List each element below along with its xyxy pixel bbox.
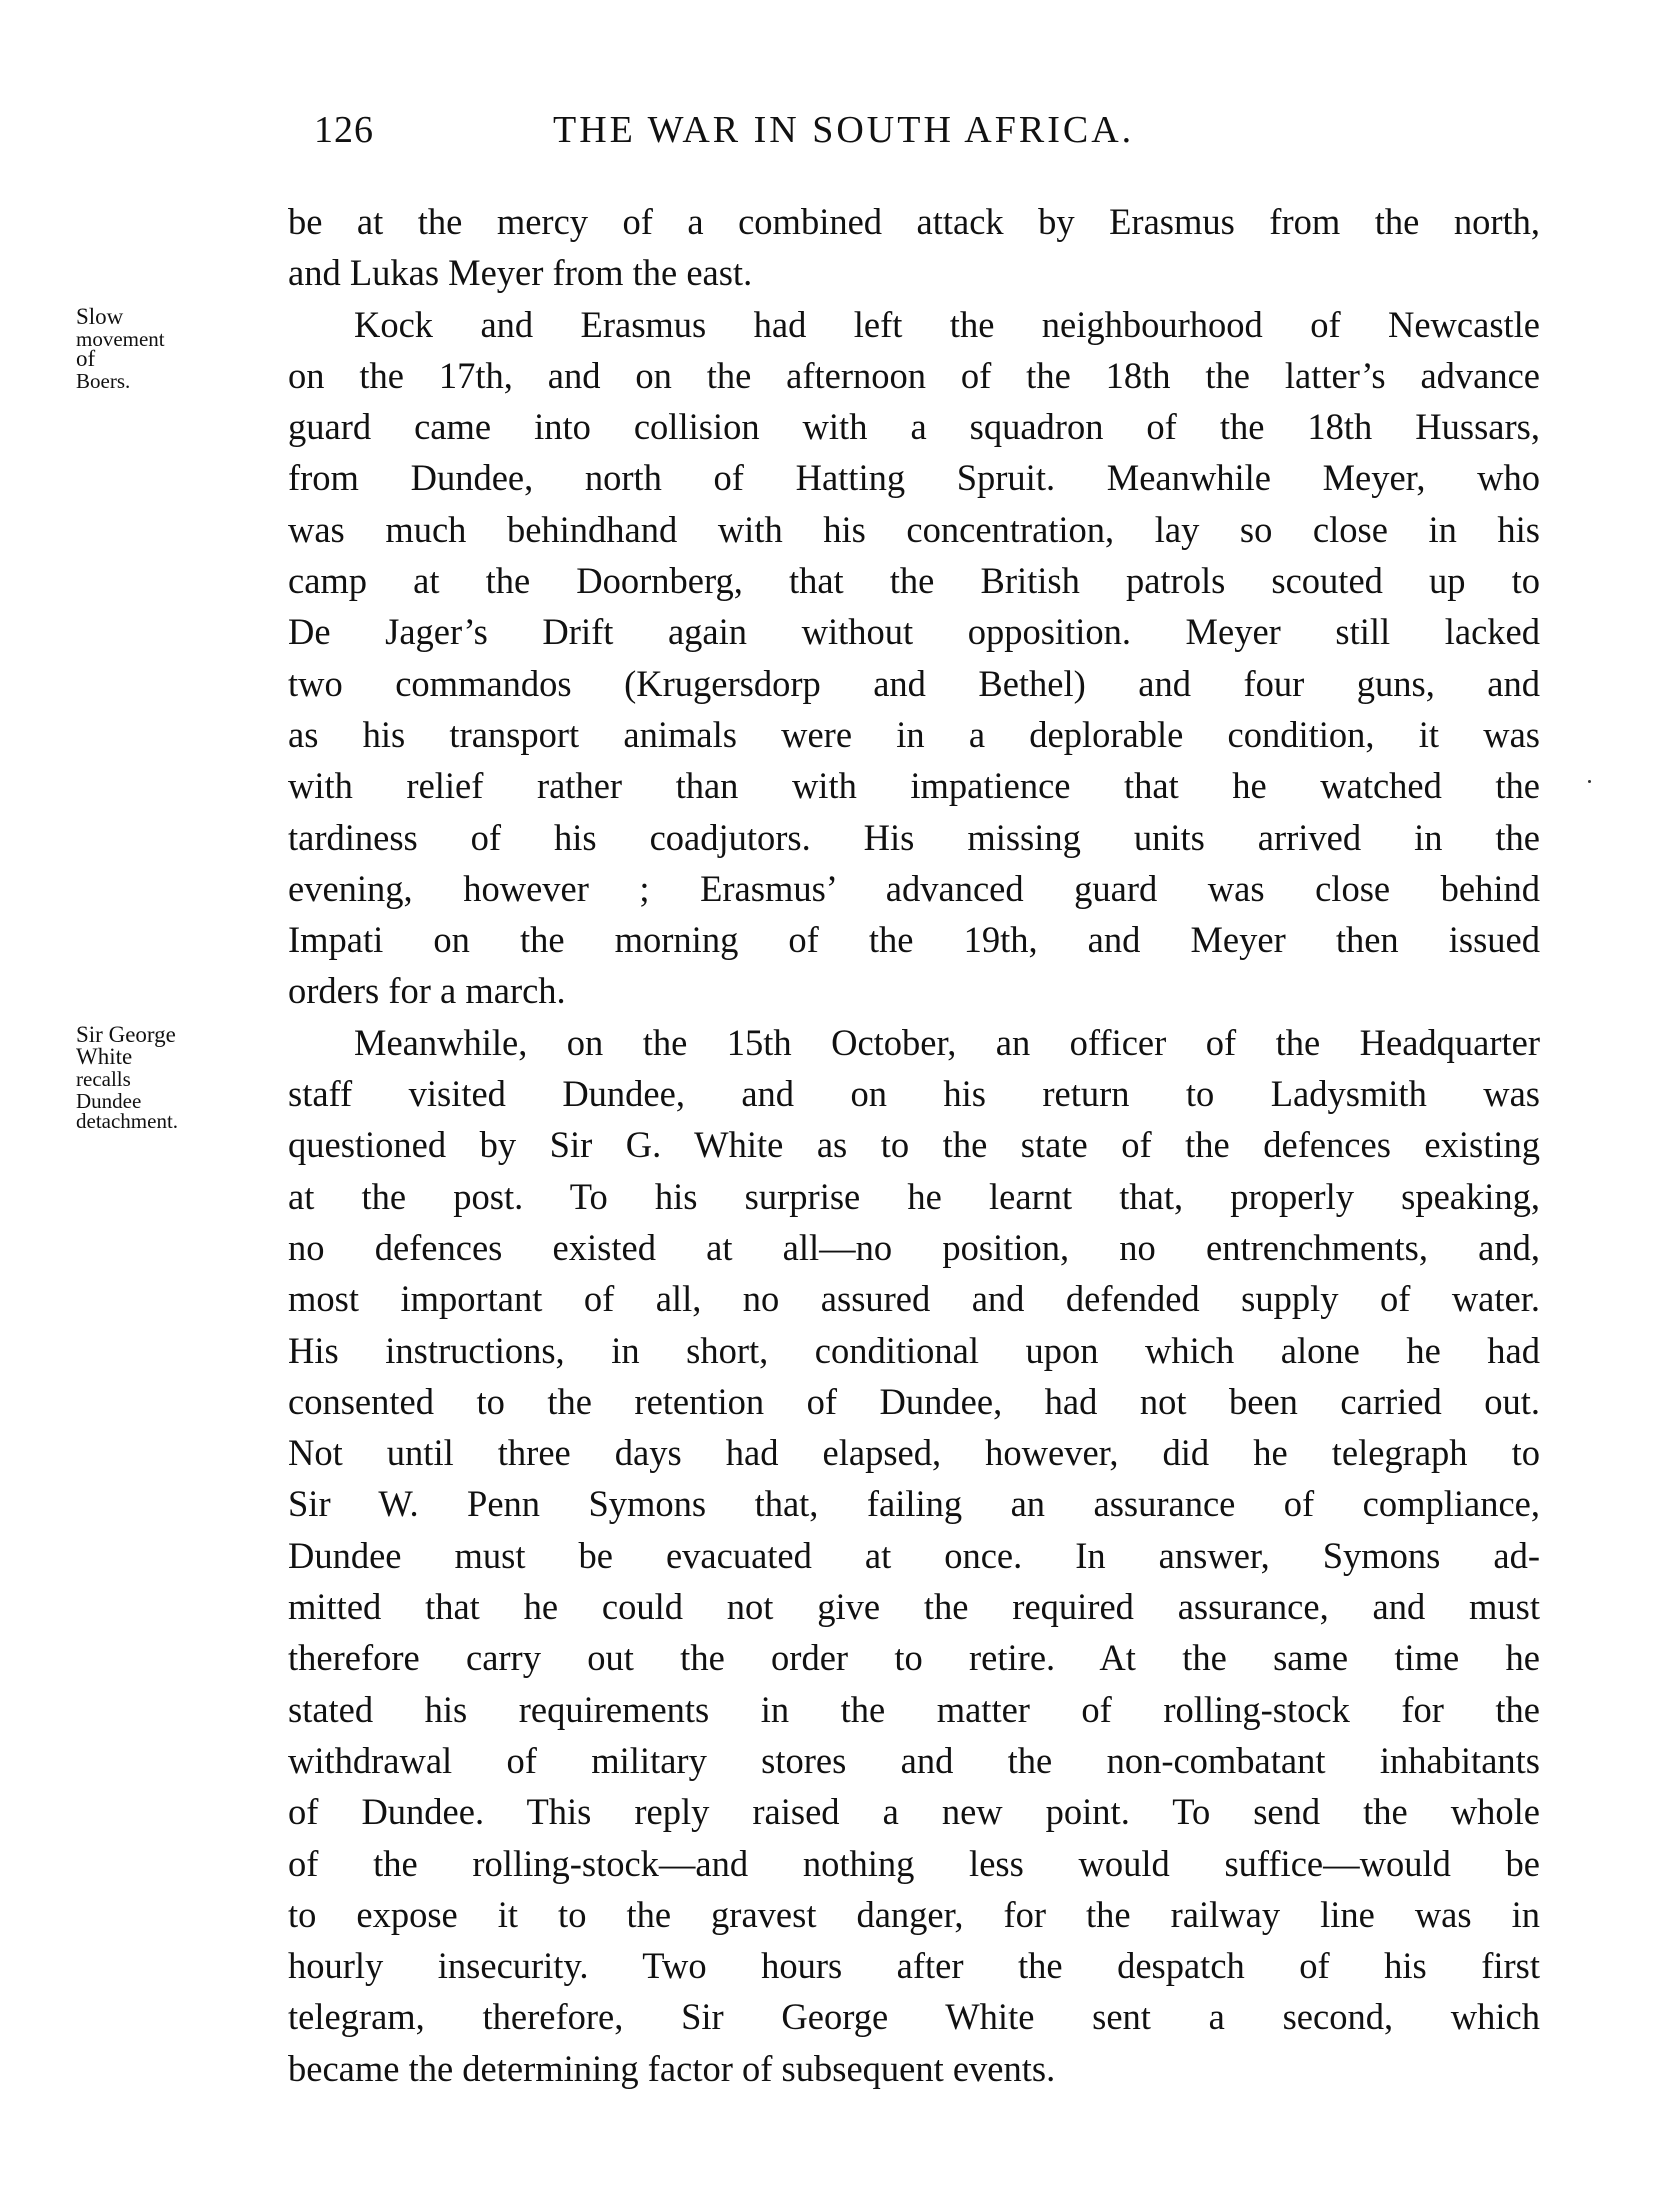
text-line: questioned by Sir G. White as to the state of the defences existing xyxy=(288,1124,1540,1166)
text-line: Sir W. Penn Symons that, failing an assurance of compliance, xyxy=(288,1483,1540,1525)
text-line: tardiness of his coadjutors. His missing units arrived in the xyxy=(288,816,1540,858)
paragraph xyxy=(288,299,1540,1017)
margin-note-line: Sir George xyxy=(76,1022,176,1047)
margin-note-line: recalls xyxy=(76,1067,131,1091)
text-line: stated his requirements in the matter of rolling-stock for the xyxy=(288,1688,1540,1730)
text-line: with relief rather than with impatience that he watched the xyxy=(288,765,1540,807)
text-line: hourly insecurity. Two hours after the despatch of his first xyxy=(288,1945,1540,1987)
margin-note-line: Slow xyxy=(76,304,124,329)
text-line: of the rolling-stock—and nothing less would suffice—would be xyxy=(288,1842,1540,1884)
text-line: Impati on the morning of the 19th, and Meyer then issued xyxy=(288,919,1540,961)
text-line: be at the mercy of a combined attack by Erasmus from the north, xyxy=(288,201,1540,242)
margin-note-line: of xyxy=(76,346,96,371)
text-line: De Jager’s Drift again without opposition. Meyer still lacked xyxy=(288,611,1540,653)
text-line: no defences existed at all—no position, no entrenchments, and, xyxy=(288,1226,1540,1268)
margin-note-line: detachment. xyxy=(76,1109,179,1133)
text-line: was much behindhand with his concentration, lay so close in his xyxy=(288,508,1540,550)
text-line: staff visited Dundee, and on his return to Ladysmith was xyxy=(288,1073,1540,1115)
text-line: camp at the Doornberg, that the British patrols scouted up to xyxy=(288,560,1540,602)
text-line: telegram, therefore, Sir George White sent a second, which xyxy=(288,1996,1540,2038)
margin-note-line: movement xyxy=(76,327,165,351)
page-header xyxy=(0,108,1664,158)
paragraph xyxy=(288,1017,1540,2094)
text-line: at the post. To his surprise he learnt that, properly speaking, xyxy=(288,1175,1540,1217)
page-number: 126 xyxy=(314,109,374,151)
running-title: THE WAR IN SOUTH AFRICA. xyxy=(553,109,1135,151)
text-line: consented to the retention of Dundee, had not been carried out. xyxy=(288,1380,1540,1422)
text-line: orders for a march. xyxy=(288,970,566,1012)
margin-note-line: White xyxy=(76,1044,133,1069)
text-line: became the determining factor of subsequent events. xyxy=(288,2047,1056,2089)
text-line: Dundee must be evacuated at once. In answer, Symons ad- xyxy=(288,1534,1540,1576)
margin-note-line: Boers. xyxy=(76,369,131,393)
text-line: evening, however ; Erasmus’ advanced guard was close behind xyxy=(288,867,1540,909)
margin-note-slow-movement xyxy=(76,305,165,393)
text-line: as his transport animals were in a deplorable condition, it was xyxy=(288,713,1540,755)
text-line: of Dundee. This reply raised a new point. To send the whole xyxy=(288,1791,1540,1833)
text-line: and Lukas Meyer from the east. xyxy=(288,252,753,294)
text-line: from Dundee, north of Hatting Spruit. Meanwhile Meyer, who xyxy=(288,457,1540,499)
paragraph xyxy=(288,196,1540,299)
text-line: withdrawal of military stores and the non-combatant inhabitants xyxy=(288,1739,1540,1781)
text-line: to expose it to the gravest danger, for the railway line was in xyxy=(288,1893,1540,1935)
text-line: Not until three days had elapsed, however, did he telegraph to xyxy=(288,1432,1540,1474)
text-line: mitted that he could not give the required assurance, and must xyxy=(288,1586,1540,1628)
text-line: most important of all, no assured and defended supply of water. xyxy=(288,1278,1540,1320)
scan-speck xyxy=(1588,780,1591,783)
text-line: His instructions, in short, conditional upon which alone he had xyxy=(288,1329,1540,1371)
text-line: therefore carry out the order to retire. At the same time he xyxy=(288,1637,1540,1679)
text-line: two commandos (Krugersdorp and Bethel) and four guns, and xyxy=(288,662,1540,704)
text-line: guard came into collision with a squadron of the 18th Hussars, xyxy=(288,406,1540,448)
margin-note-line: Dundee xyxy=(76,1089,142,1113)
text-line: Meanwhile, on the 15th October, an officer of the Headquarter xyxy=(354,1021,1540,1063)
margin-note-sir-george-white xyxy=(76,1023,178,1131)
text-line: on the 17th, and on the afternoon of the 18th the latter’s advance xyxy=(288,354,1540,396)
text-line: Kock and Erasmus had left the neighbourhood of Newcastle xyxy=(354,303,1540,345)
body-text xyxy=(288,196,1540,2094)
